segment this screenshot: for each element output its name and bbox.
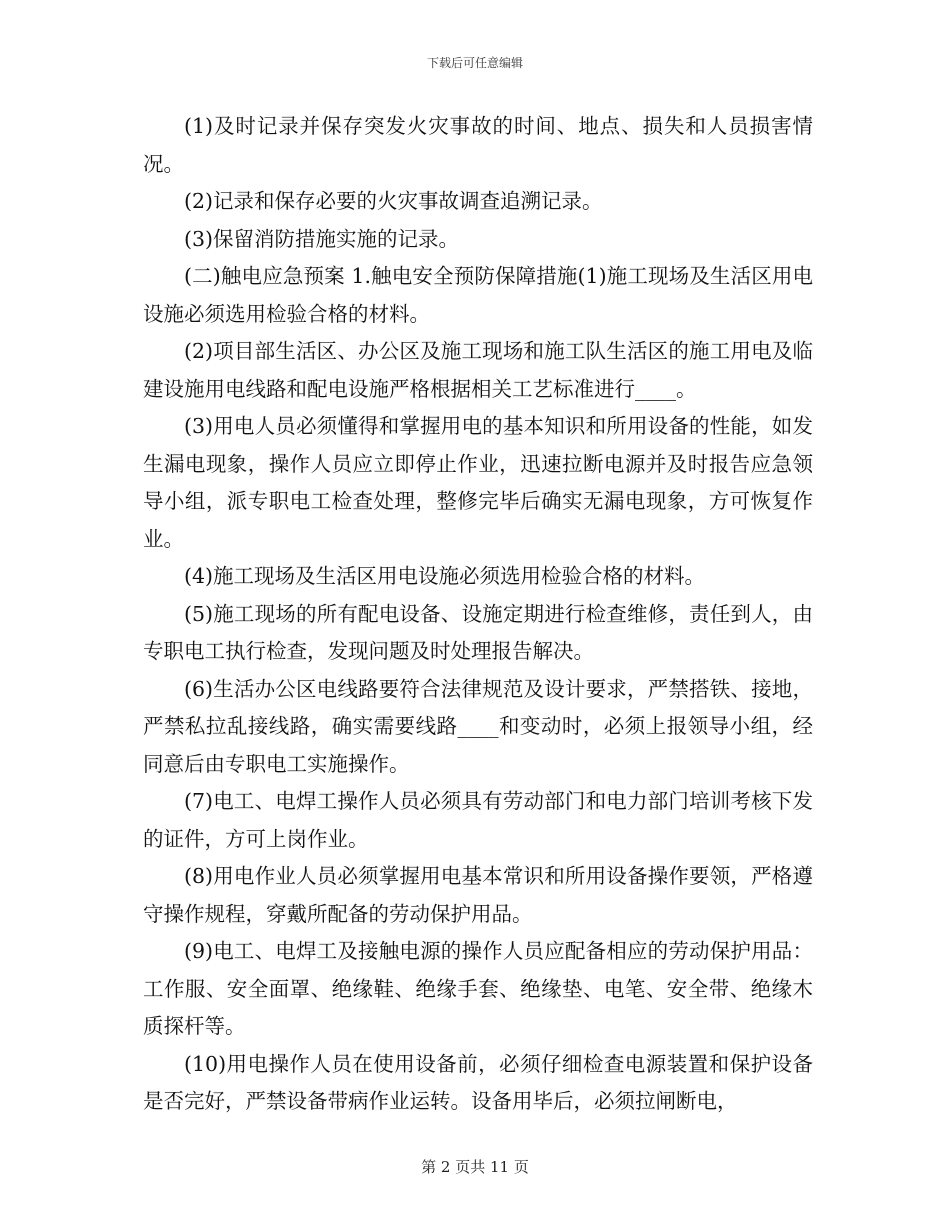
paragraph: (8)用电作业人员必须掌握用电基本常识和所用设备操作要领，严格遵守操作规程，穿戴所配备的劳动保护用品。 — [143, 864, 813, 926]
page-header: 下载后可任意编辑 — [426, 56, 523, 70]
paragraph: (2)项目部生活区、办公区及施工现场和施工队生活区的施工用电及临建设施用电线路和配电设施严格根据相关工艺标准进行____。 — [143, 339, 813, 401]
paragraph: (6)生活办公区电线路要符合法律规范及设计要求，严禁搭铁、接地，严禁私拉乱接线路，确实需要线路____和变动时，必须上报领导小组，经同意后由专职电工实施操作。 — [143, 676, 813, 776]
paragraph: (10)用电操作人员在使用设备前，必须仔细检查电源装置和保护设备是否完好，严禁设备带病作业运转。设备用毕后，必须拉闸断电， — [143, 1051, 813, 1113]
paragraph: (1)及时记录并保存突发火灾事故的时间、地点、损失和人员损害情况。 — [143, 114, 813, 176]
paragraph: (9)电工、电焊工及接触电源的操作人员应配备相应的劳动保护用品：工作服、安全面罩、绝缘鞋、绝缘手套、绝缘垫、电笔、安全带、绝缘木质探杆等。 — [143, 939, 813, 1038]
document-body — [143, 108, 813, 1121]
paragraph: (7)电工、电焊工操作人员必须具有劳动部门和电力部门培训考核下发的证件，方可上岗作业。 — [143, 789, 813, 851]
paragraph: (4)施工现场及生活区用电设施必须选用检验合格的材料。 — [184, 564, 706, 588]
paragraph: (二)触电应急预案 1.触电安全预防保障措施(1)施工现场及生活区用电设施必须选用检验合格的材料。 — [143, 264, 813, 326]
paragraph: (2)记录和保存必要的火灾事故调查追溯记录。 — [184, 189, 603, 213]
paragraph: (3)保留消防措施实施的记录。 — [184, 226, 460, 251]
paragraph: (3)用电人员必须懂得和掌握用电的基本知识和所用设备的性能，如发生漏电现象，操作人员应立即停止作业，迅速拉断电源并及时报告应急领导小组，派专职电工检查处理，整修完毕后确实无漏电现象，方可恢复作业。 — [143, 414, 813, 551]
paragraph: (5)施工现场的所有配电设备、设施定期进行检查维修，责任到人，由专职电工执行检查，发现问题及时处理报告解决。 — [143, 601, 813, 663]
page-number: 第 2 页共 11 页 — [421, 1158, 529, 1176]
